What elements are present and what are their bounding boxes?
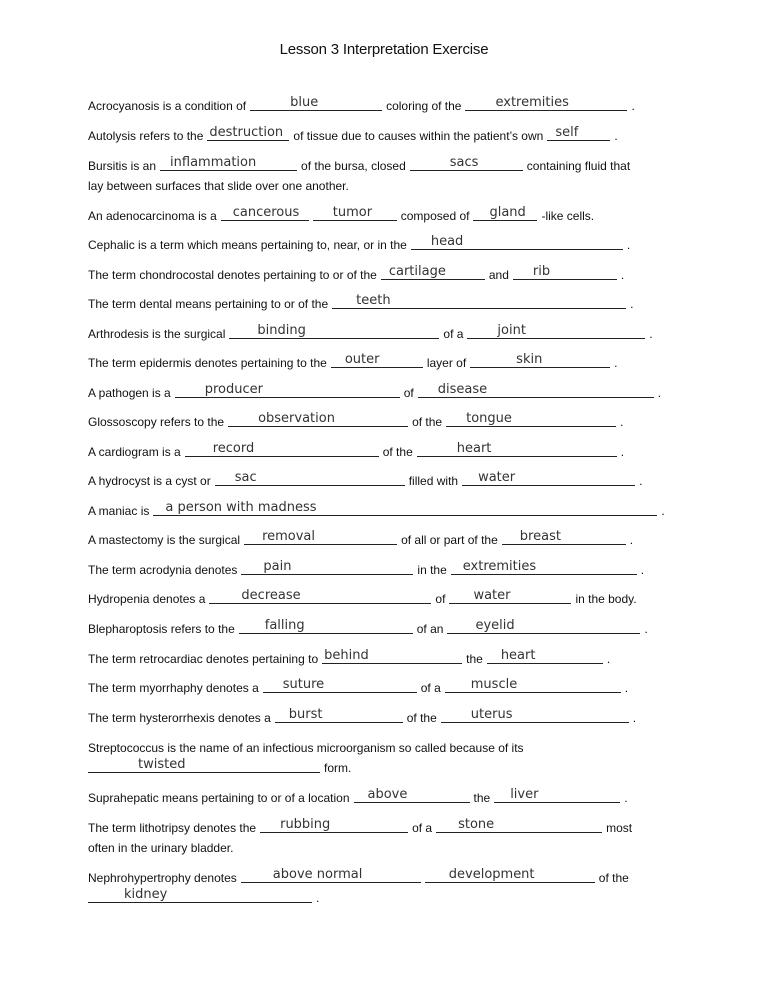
question-row: [88, 554, 671, 578]
answer-blank[interactable]: [322, 663, 462, 664]
answer-blank[interactable]: [207, 140, 289, 141]
answer-text: burst: [288, 707, 323, 722]
question-text: .: [626, 238, 631, 252]
question-text: containing fluid that: [526, 159, 631, 173]
question-text: Streptococcus is the name of an infectious microorganism so called because of its: [88, 741, 524, 755]
answer-text: behind: [324, 648, 369, 663]
question-row: [88, 90, 671, 114]
answer-blank[interactable]: [513, 279, 617, 280]
answer-text: sac: [234, 470, 257, 485]
question-row: [88, 752, 671, 776]
answer-text: outer: [344, 352, 380, 367]
question-row: [88, 259, 671, 283]
question-text: Nephrohypertrophy denotes: [88, 871, 237, 885]
answer-text: development: [448, 867, 535, 882]
question-text: An adenocarcinoma is a: [88, 209, 217, 223]
answer-text: eyelid: [475, 618, 515, 633]
question-text: of the: [412, 415, 443, 429]
question-text: in the: [417, 563, 447, 577]
question-text: Blepharoptosis refers to the: [88, 622, 235, 636]
question-row: [88, 200, 671, 224]
question-text: .: [639, 474, 643, 488]
question-text: A mastectomy is the surgical: [88, 533, 241, 547]
question-text: filled with: [408, 474, 459, 488]
page-title: Lesson 3 Interpretation Exercise: [279, 41, 489, 58]
question-text: .: [657, 386, 662, 400]
answer-text: gland: [489, 205, 526, 220]
question-text: .: [661, 504, 665, 518]
answer-blank[interactable]: [441, 722, 629, 723]
question-text: the: [473, 791, 491, 805]
question-row: [88, 318, 671, 342]
answer-blank[interactable]: [332, 308, 626, 309]
answer-blank[interactable]: [241, 574, 413, 575]
question-row: [88, 377, 671, 401]
question-row: [88, 782, 671, 806]
answer-text: head: [430, 234, 464, 249]
question-text: of: [435, 592, 446, 606]
answer-text: self: [555, 125, 579, 140]
question-text: of all or part of the: [401, 533, 498, 547]
question-text: The term myorrhaphy denotes a: [88, 681, 259, 695]
answer-blank[interactable]: [153, 515, 657, 516]
answer-blank[interactable]: [228, 426, 408, 427]
answer-text: blue: [290, 95, 319, 110]
answer-text: liver: [510, 787, 539, 802]
answer-blank[interactable]: [411, 249, 623, 250]
question-text: -like cells.: [541, 209, 595, 223]
question-text: .: [606, 652, 611, 666]
question-text: .: [620, 268, 625, 282]
question-row: [88, 229, 671, 253]
question-text: Autolysis refers to the: [88, 129, 204, 143]
question-row: [88, 120, 671, 144]
question-text: .: [630, 297, 634, 311]
question-text: The term acrodynia denotes: [88, 563, 238, 577]
question-text: of a: [443, 327, 464, 341]
answer-blank[interactable]: [470, 367, 610, 368]
question-text: The term chondrocostal denotes pertaining to or of the: [88, 268, 377, 282]
answer-blank[interactable]: [467, 338, 645, 339]
question-text: of an: [416, 622, 444, 636]
question-text: of the bursa, closed: [301, 159, 406, 173]
answer-blank[interactable]: [547, 140, 610, 141]
answer-text: sacs: [449, 155, 479, 170]
question-text: .: [316, 891, 320, 905]
question-text: A maniac is: [88, 504, 150, 518]
question-row: [88, 465, 671, 489]
answer-blank[interactable]: [250, 110, 382, 111]
question-text: Acrocyanosis is a condition of: [88, 99, 247, 113]
answer-text: producer: [204, 382, 263, 397]
answer-text: tumor: [332, 205, 373, 220]
answer-blank[interactable]: [381, 279, 485, 280]
answer-text: skin: [516, 352, 543, 367]
question-text: the: [466, 652, 483, 666]
question-text: The term lithotripsy denotes the: [88, 821, 257, 835]
answer-text: tongue: [466, 411, 512, 426]
question-text: often in the urinary bladder.: [88, 841, 234, 855]
answer-text: extremities: [462, 559, 537, 574]
question-row: [88, 832, 671, 856]
question-row: [88, 495, 671, 519]
question-text: of: [403, 386, 414, 400]
question-text: coloring of the: [386, 99, 462, 113]
answer-blank[interactable]: [175, 397, 400, 398]
answer-text: teeth: [356, 293, 391, 308]
answer-blank[interactable]: [502, 544, 626, 545]
answer-blank[interactable]: [447, 633, 640, 634]
answer-blank[interactable]: [418, 397, 654, 398]
question-row: [88, 288, 671, 312]
question-text: .: [649, 327, 653, 341]
answer-blank[interactable]: [449, 603, 571, 604]
answer-blank[interactable]: [354, 802, 470, 803]
answer-text: twisted: [138, 757, 186, 772]
question-text: and: [488, 268, 509, 282]
answer-blank[interactable]: [185, 456, 379, 457]
answer-text: removal: [262, 529, 316, 544]
answer-blank[interactable]: [462, 485, 635, 486]
question-text: .: [644, 622, 648, 636]
answer-text: water: [478, 470, 516, 485]
answer-blank[interactable]: [465, 110, 627, 111]
question-text: Suprahepatic means pertaining to or of a location: [88, 791, 350, 805]
question-row: [88, 613, 671, 637]
question-text: A pathogen is a: [88, 386, 171, 400]
question-text: .: [614, 129, 618, 143]
question-text: Arthrodesis is the surgical: [88, 327, 226, 341]
answer-text: a person with madness: [165, 500, 317, 515]
question-row: [88, 882, 671, 906]
question-text: layer of: [426, 356, 467, 370]
answer-text: heart: [500, 648, 536, 663]
answer-blank[interactable]: [239, 633, 413, 634]
answer-blank[interactable]: [487, 663, 603, 664]
answer-text: breast: [519, 529, 561, 544]
answer-text: extremities: [495, 95, 569, 110]
question-text: Cephalic is a term which means pertaining to, near, or in the: [88, 238, 407, 252]
answer-blank[interactable]: [229, 338, 439, 339]
answer-text: heart: [456, 441, 492, 456]
question-row: [88, 672, 671, 696]
answer-text: joint: [497, 323, 526, 338]
answer-text: falling: [264, 618, 305, 633]
question-text: .: [624, 791, 628, 805]
question-row: [88, 170, 671, 194]
question-text: The term hysterorrhexis denotes a: [88, 711, 271, 725]
question-row: [88, 347, 671, 371]
question-text: in the body.: [575, 592, 637, 606]
answer-blank[interactable]: [313, 220, 397, 221]
answer-blank[interactable]: [417, 456, 617, 457]
answer-blank[interactable]: [445, 692, 621, 693]
question-text: Glossoscopy refers to the: [88, 415, 225, 429]
answer-blank[interactable]: [446, 426, 616, 427]
question-text: form.: [324, 761, 352, 775]
answer-text: decrease: [241, 588, 301, 603]
answer-text: muscle: [470, 677, 518, 692]
answer-text: cartilage: [388, 264, 446, 279]
answer-text: pain: [263, 559, 292, 574]
answer-text: rubbing: [280, 817, 331, 832]
answer-blank[interactable]: [331, 367, 423, 368]
question-text: .: [620, 445, 625, 459]
question-row: [88, 643, 671, 667]
question-row: [88, 702, 671, 726]
question-text: of the: [382, 445, 413, 459]
answer-blank[interactable]: [221, 220, 309, 221]
question-row: [88, 406, 671, 430]
answer-text: binding: [257, 323, 306, 338]
answer-blank[interactable]: [275, 722, 403, 723]
question-text: Hydropenia denotes a: [88, 592, 206, 606]
question-text: The term epidermis denotes pertaining to the: [88, 356, 327, 370]
question-text: most: [606, 821, 633, 835]
question-text: .: [614, 356, 618, 370]
question-text: .: [620, 415, 624, 429]
answer-blank[interactable]: [244, 544, 397, 545]
answer-text: record: [212, 441, 255, 456]
answer-text: disease: [437, 382, 488, 397]
question-text: .: [624, 681, 629, 695]
answer-text: suture: [282, 677, 325, 692]
question-text: The term dental means pertaining to or of the: [88, 297, 329, 311]
answer-text: kidney: [124, 887, 168, 902]
answer-text: inflammation: [170, 155, 257, 170]
answer-blank[interactable]: [88, 772, 320, 773]
question-text: of a: [420, 681, 441, 695]
answer-text: stone: [458, 817, 495, 832]
answer-text: above: [367, 787, 408, 802]
answer-text: above normal: [272, 867, 363, 882]
question-text: .: [632, 711, 637, 725]
answer-blank[interactable]: [494, 802, 620, 803]
answer-text: destruction: [209, 125, 284, 140]
question-text: composed of: [400, 209, 470, 223]
answer-blank[interactable]: [88, 902, 312, 903]
question-text: The term retrocardiac denotes pertaining to: [88, 652, 319, 666]
answer-text: uterus: [470, 707, 513, 722]
answer-blank[interactable]: [473, 220, 537, 221]
answer-blank[interactable]: [451, 574, 637, 575]
question-row: [88, 436, 671, 460]
question-text: Bursitis is an: [88, 159, 157, 173]
question-text: of the: [406, 711, 437, 725]
question-text: of the: [598, 871, 629, 885]
answer-text: cancerous: [232, 205, 300, 220]
question-text: A cardiogram is a: [88, 445, 181, 459]
answer-text: observation: [258, 411, 335, 426]
question-text: .: [629, 533, 634, 547]
question-text: lay between surfaces that slide over one another.: [88, 179, 349, 193]
question-row: [88, 524, 671, 548]
answer-blank[interactable]: [215, 485, 405, 486]
answer-text: water: [473, 588, 511, 603]
question-text: A hydrocyst is a cyst or: [88, 474, 211, 488]
question-text: of tissue due to causes within the patient’s own: [293, 129, 544, 143]
question-row: [88, 583, 671, 607]
answer-text: rib: [532, 264, 551, 279]
question-text: .: [640, 563, 645, 577]
question-text: .: [631, 99, 635, 113]
question-text: of a: [412, 821, 433, 835]
answer-blank[interactable]: [209, 603, 431, 604]
answer-blank[interactable]: [263, 692, 417, 693]
